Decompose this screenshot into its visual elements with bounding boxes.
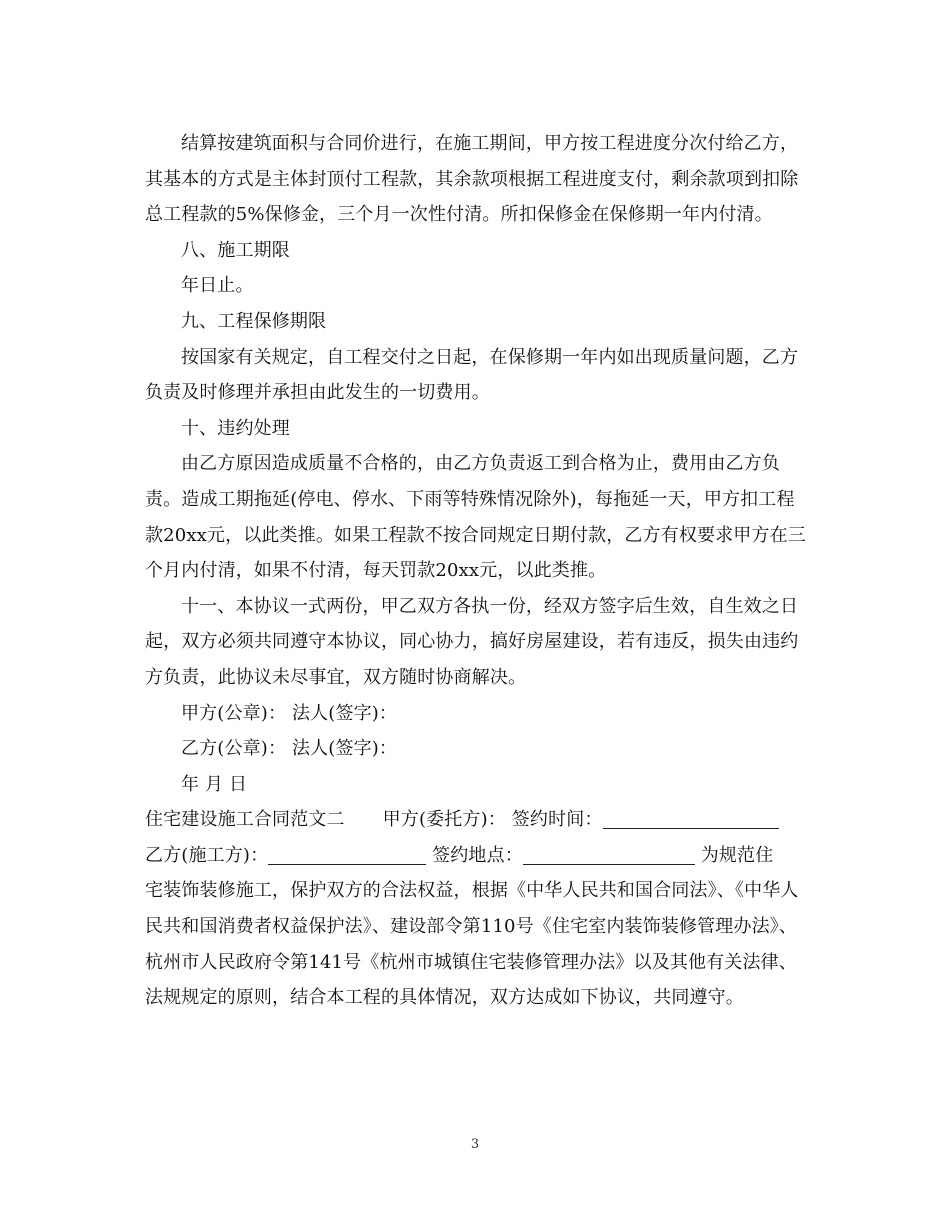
contract-two-intro-paragraph: 宅装饰装修施工，保护双方的合法权益，根据《中华人民共和国合同法》、《中华人民共和国消费者权益保护法》、建设部令第110号《住宅室内装饰装修管理办法》、杭州市人民政府令第141号《杭州市城镇住宅装修管理办法》以及其他有关法律、法规规定的原则，结合本工程的具体情况，双方达成如下协议，共同遵守。: [145, 880, 799, 1009]
warranty-paragraph: 按国家有关规定，自工程交付之日起，在保修期一年内如出现质量问题，乙方负责及时修理并承担由此发生的一切费用。: [145, 346, 799, 404]
party-a-label: 甲方(委托方)：: [382, 809, 506, 831]
construction-period-text: 年日止。: [181, 275, 254, 297]
document-body: [145, 126, 810, 1016]
section-heading-warranty-period: 九、工程保修期限: [181, 310, 327, 332]
sign-place-label: 签约地点：: [432, 844, 523, 866]
signature-line-party-b: 乙方(公章)： 法人(签字)：: [181, 738, 398, 760]
intro-start: 为规范住: [700, 844, 774, 866]
party-b-blank: [268, 844, 426, 865]
section-heading-construction-period: 八、施工期限: [181, 239, 290, 261]
breach-paragraph: 由乙方原因造成质量不合格的，由乙方负责返工到合格为止，费用由乙方负责。造成工期拖延(停电、停水、下雨等特殊情况除外)，每拖延一天，甲方扣工程款20xx元，以此类推。如果工程款不按合同规定日期付款，乙方有权要求甲方在三个月内付清，如果不付清，每天罚款20xx元，以此类推。: [145, 453, 806, 582]
sign-time-blank: [603, 808, 779, 829]
contract-two-header-line: [145, 802, 810, 838]
contract-two-party-b-line: [145, 838, 810, 874]
signature-line-party-a: 甲方(公章)： 法人(签字)：: [181, 702, 398, 724]
section-heading-breach: 十、违约处理: [181, 417, 290, 439]
page-number: 3: [470, 1137, 480, 1152]
date-line: 年 月 日: [181, 773, 248, 795]
agreement-copies-paragraph: 十一、本协议一式两份，甲乙双方各执一份，经双方签字后生效，自生效之日起，双方必须共同遵守本协议，同心协力，搞好房屋建设，若有违反，损失由违约方负责，此协议未尽事宜，双方随时协商解决。: [145, 595, 799, 688]
party-b-label: 乙方(施工方)：: [145, 844, 269, 866]
sign-time-label: 签约时间：: [511, 809, 603, 831]
contract-two-title: 住宅建设施工合同范文二: [145, 809, 345, 831]
sign-place-blank: [523, 844, 695, 865]
payment-paragraph: 结算按建筑面积与合同价进行，在施工期间，甲方按工程进度分次付给乙方，其基本的方式是主体封顶付工程款，其余款项根据工程进度支付，剩余款项到扣除总工程款的5%保修金，三个月一次性付清。所扣保修金在保修期一年内付清。: [145, 133, 799, 226]
